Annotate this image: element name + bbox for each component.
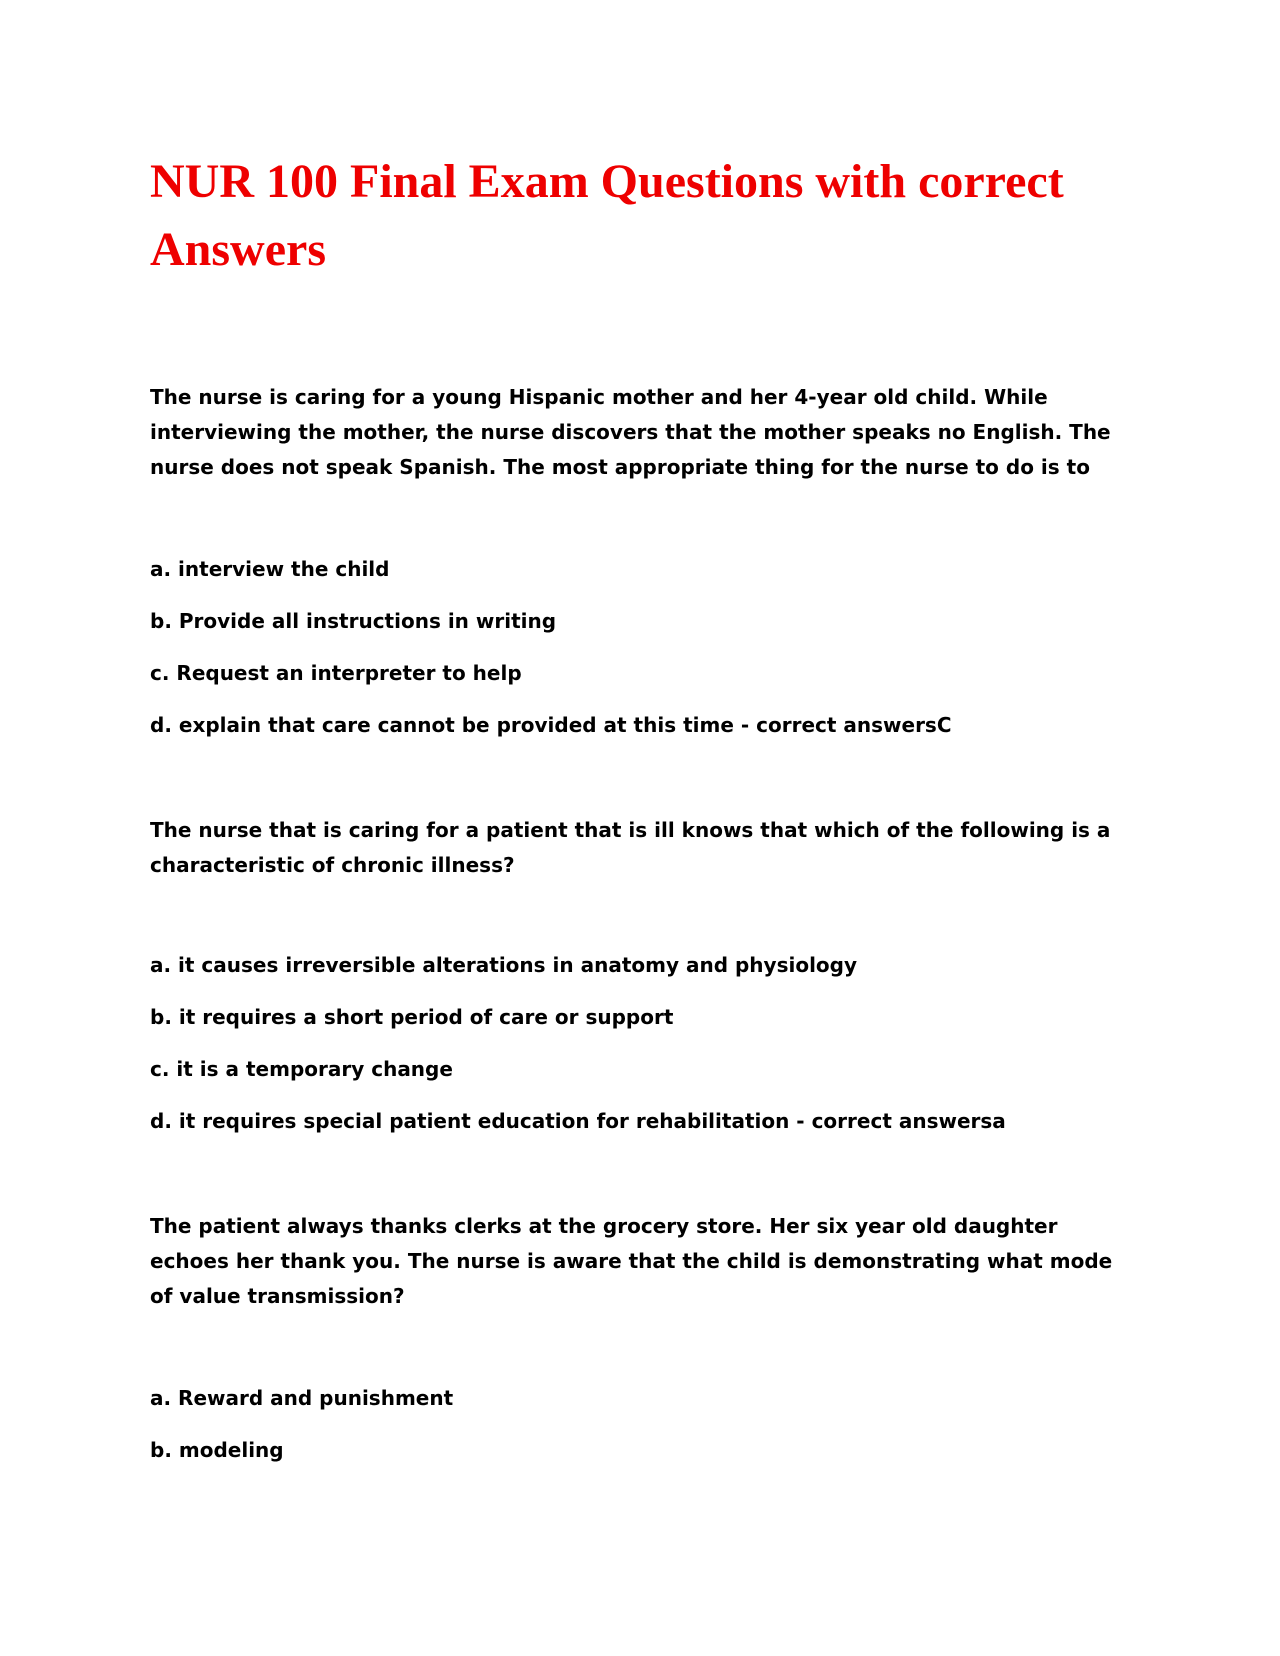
question-text: The nurse that is caring for a patient that is ill knows that which of the following is a characteristic of chronic illness? — [150, 818, 1111, 877]
answer-option: d. it requires special patient education for rehabilitation - correct answersa — [150, 1109, 1006, 1133]
answer-option: b. it requires a short period of care or support — [150, 1005, 674, 1029]
answer-option: a. interview the child — [150, 557, 390, 581]
answer-option: b. modeling — [150, 1438, 284, 1462]
answer-option: c. it is a temporary change — [150, 1057, 453, 1081]
answer-option: a. Reward and punishment — [150, 1386, 454, 1410]
answer-option: d. explain that care cannot be provided at this time - correct answersC — [150, 713, 952, 737]
question-text: The nurse is caring for a young Hispanic mother and her 4-year old child. While interviewing the mother, the nurse discovers that the mother speaks no English. The nurse does not speak Spanish. The most appropriate thing for the nurse to do is to — [150, 385, 1111, 479]
document-title: NUR 100 Final Exam Questions with correct Answers — [150, 155, 1064, 276]
answer-option: b. Provide all instructions in writing — [150, 609, 557, 633]
question-text: The patient always thanks clerks at the grocery store. Her six year old daughter echoes her thank you. The nurse is aware that the child is demonstrating what mode of value transmission? — [150, 1214, 1113, 1308]
answer-option: c. Request an interpreter to help — [150, 661, 522, 685]
answer-option: a. it causes irreversible alterations in anatomy and physiology — [150, 953, 858, 977]
